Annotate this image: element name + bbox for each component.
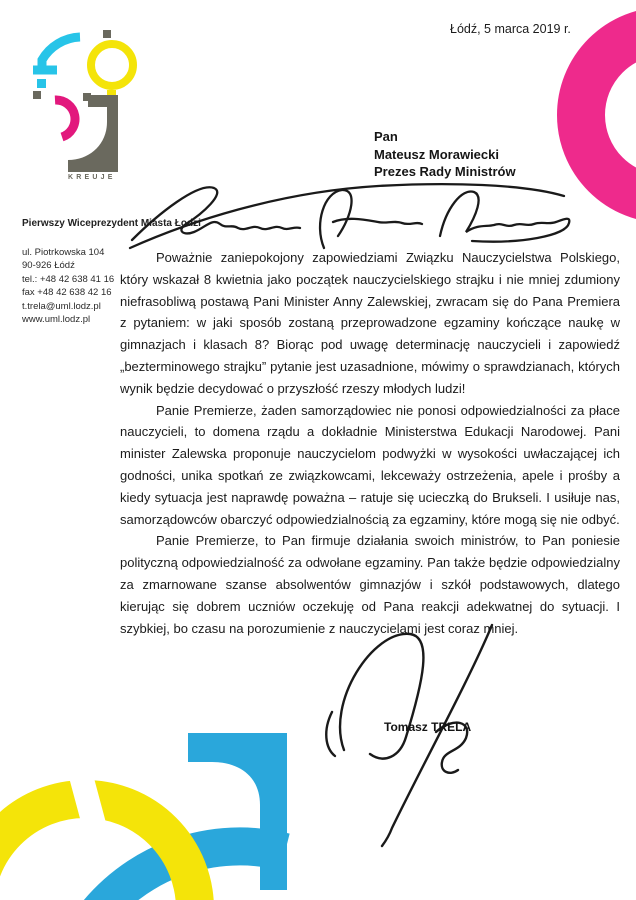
signature-diagonal [382,625,492,846]
recipient-title: Prezes Rady Ministrów [374,164,516,179]
bottom-arcs-decoration-icon [0,725,320,900]
decor-yellow-arc-gap [68,769,107,835]
salutation-word3 [440,191,569,241]
address-block [22,246,114,326]
decor-blue-arc [90,846,285,900]
decor-yellow-arc [0,799,195,900]
salutation-strokes [130,184,569,248]
signature-loop [340,634,423,759]
signature-open-paren [326,712,335,756]
body-paragraph: Poważnie zaniepokojony zapowiedziami Związku Nauczycielstwa Polskiego, który wskazał 8 kwietnia jako początek nauczycielskiego strajku i nie mniej zdumiony niefrasobliwą postawą Pani Minister Anny Zalewskiej, zwracam się do Pana Premiera z pytaniem: w jaki sposób zostaną przeprowadzone egzaminy kończące naukę w gimnazjach i klasach 8? Biorąc pod uwagę determinację nauczycieli i zapowiedź „bezterminowego strajku” pytanie jest uzasadnione, mówimy o sprawdzianach, których wynik będzie decydować o przyszłość rzeszy młodych ludzi! [120,250,620,396]
recipient-name: Mateusz Morawiecki [374,146,499,162]
signer-name: Tomasz TRELA [384,720,472,734]
logo-accent-square [103,30,111,38]
address-line: 90-926 Łódź [22,260,75,272]
pink-arc-icon [540,10,636,225]
recipient-salutation: Pan [374,129,398,144]
address-line-www: www.uml.lodz.pl [22,314,91,326]
signature-strokes [326,625,492,846]
logo-kreuje-label: KREUJE [68,174,116,181]
pink-arc-ring [581,31,636,199]
address-line: ul. Piotrkowska 104 [22,247,105,258]
body-paragraph: Panie Premierze, to Pan firmuje działania swoich ministrów, to Pan poniesie polityczną odpowiedzialność za odwołane egzaminy. Pan także będzie odpowiedzialny za zmarnowane szanse absolwentów gimnazjów i szkół podstawowych, dlatego kierując się dobrem uczniów oczekuję od Pana reakcji adekwatnej do sytuacji. I szybkiej, bo czasu na porozumienie z nauczycielami jest coraz mniej. [120,533,620,636]
decor-blue-letter [188,733,287,890]
address-line-email: t.trela@uml.lodz.pl [22,300,101,312]
salutation-word1 [132,187,300,240]
office-title: Pierwszy Wiceprezydent Miasta Łodzi [22,218,201,229]
salutation-word2 [320,190,422,248]
lodz-kreuje-logo-icon [28,26,140,182]
logo-gray-square-left [33,91,41,99]
address-line: fax +48 42 638 42 16 [22,287,112,299]
body-paragraph: Panie Premierze, żaden samorządowiec nie ponosi odpowiedzialności za płace nauczycieli, to domena rządu a dokładnie Ministerstwa Edukacji Narodowej. Pani minister Zalewska proponuje nauczycielom podwyżki w wysokości uwłaczającej ich godności, unika spotkań ze związkowcami, lekceważy ostrzeżenia, apele i prośby a kiedy sytuacja jest naprawdę poważna – ratuje się ucieczką do Brukseli. I usiłuje nas, samorządowców obarczyć odpowiedzialnością za egzaminy, które mogą się nie odbyć. [120,402,620,527]
logo-letter-o-ring [91,44,133,86]
logo-cyan-square [37,79,46,88]
date-line: Łódź, 5 marca 2019 r. [450,22,571,36]
logo-letter-d-arc [55,100,75,137]
address-line: tel.: +48 42 638 41 16 [22,273,115,285]
salutation-sweep [130,184,564,248]
recipient-block [374,128,516,181]
letter-body [120,247,620,639]
